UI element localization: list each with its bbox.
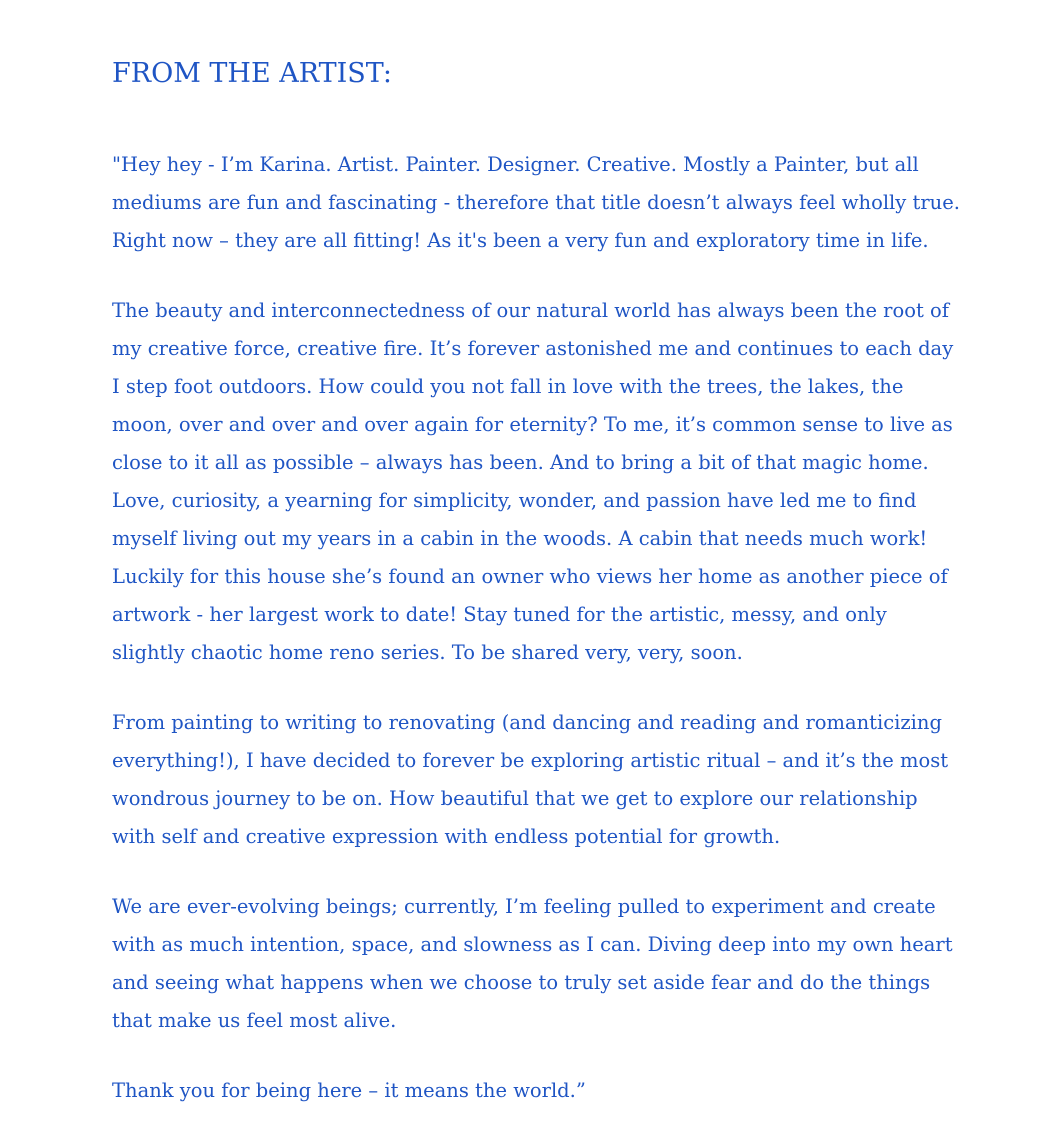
paragraph-intro: "Hey hey - I’m Karina. Artist. Painter. Designer. Creative. Mostly a Painter, but all mediums are fun and fascinating - therefore that title doesn’t always feel wholly true. Right now – they are all fitting! As it's been a very fun and exploratory time in life. — [112, 153, 960, 252]
paragraph-ritual: From painting to writing to renovating (and dancing and reading and romanticizing everything!), I have decided to forever be exploring artistic ritual – and it’s the most wondrous journey to be on. How beautiful that we get to explore our relationship with self and creative expression with endless potential for growth. — [112, 711, 949, 848]
paragraph-nature: The beauty and interconnectedness of our natural world has always been the root of my creative force, creative fire. It’s forever astonished me and continues to each day I step foot outdoors. How could you not fall in love with the trees, the lakes, the moon, over and over and over again for eternity? To me, it’s common sense to live as close to it all as possible – always has been. And to bring a bit of that magic home. Love, curiosity, a yearning for simplicity, wonder, and passion have led me to find myself living out my years in a cabin in the woods. A cabin that needs much work! Luckily for this house she’s found an owner who views her home as another piece of artwork - her largest work to date! Stay tuned for the artistic, messy, and only slightly chaotic home reno series. To be shared very, very, soon. — [112, 299, 954, 664]
section-heading: FROM THE ARTIST: — [112, 58, 392, 89]
paragraph-evolving: We are ever-evolving beings; currently, I’m feeling pulled to experiment and create with as much intention, space, and slowness as I can. Diving deep into my own heart and seeing what happens when we choose to truly set aside fear and do the things that make us feel most alive. — [112, 895, 953, 1032]
artist-statement — [112, 52, 1012, 1142]
paragraph-thanks: Thank you for being here – it means the world.” — [112, 1079, 586, 1102]
